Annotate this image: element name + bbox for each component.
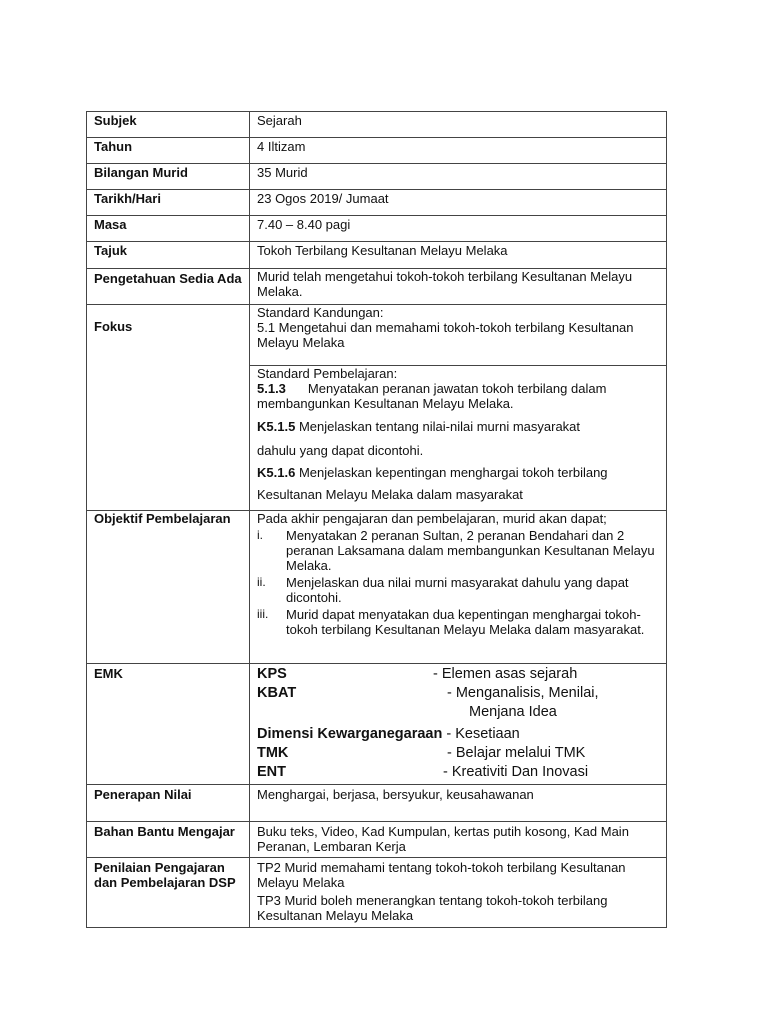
label-murid: Bilangan Murid bbox=[87, 164, 250, 190]
sp2-cont: dahulu yang dapat dicontohi. bbox=[257, 443, 424, 458]
emk-kbat-val2: Menjana Idea bbox=[469, 704, 557, 720]
label-emk: EMK bbox=[87, 664, 250, 785]
emk-tmk-val: - Belajar melalui TMK bbox=[447, 745, 586, 761]
objektif-text: Menjelaskan dua nilai murni masyarakat dahulu yang dapat dicontohi. bbox=[286, 575, 629, 605]
emk-kbat-val: - Menganalisis, Menilai, bbox=[447, 685, 599, 701]
sk-heading: Standard Kandungan: bbox=[257, 305, 384, 320]
label-tahun: Tahun bbox=[87, 138, 250, 164]
sp2 bbox=[257, 418, 659, 436]
objektif-intro: Pada akhir pengajaran dan pembelajaran, murid akan dapat; bbox=[257, 511, 607, 526]
value-tajuk: Tokoh Terbilang Kesultanan Melayu Melaka bbox=[250, 242, 667, 269]
label-masa: Masa bbox=[87, 216, 250, 242]
label-fokus: Fokus bbox=[87, 305, 250, 511]
objektif-item bbox=[257, 575, 659, 605]
sp3-text: Menjelaskan kepentingan menghargai tokoh terbilang bbox=[298, 465, 608, 480]
sp1-text: Menyatakan peranan jawatan tokoh terbilang dalam membangunkan Kesultanan Melayu Melaka. bbox=[257, 381, 607, 411]
emk-kbat bbox=[257, 684, 659, 703]
label-objektif: Objektif Pembelajaran bbox=[87, 511, 250, 664]
objektif-text: Menyatakan 2 peranan Sultan, 2 peranan Bendahari dan 2 peranan Laksamana dalam membangunkan Kesultanan Melayu Melaka. bbox=[286, 528, 655, 573]
emk-kbat-key: KBAT bbox=[257, 685, 297, 701]
value-emk bbox=[250, 664, 667, 785]
row-tarikh bbox=[87, 190, 667, 216]
sp3-code: K5.1.6 bbox=[257, 465, 296, 480]
row-nilai bbox=[87, 785, 667, 822]
emk-dim-val: - Kesetiaan bbox=[442, 726, 520, 742]
row-murid bbox=[87, 164, 667, 190]
value-penilaian bbox=[250, 858, 667, 928]
objektif-item bbox=[257, 528, 659, 573]
sp3 bbox=[257, 464, 659, 482]
sp1-code: 5.1.3 bbox=[257, 381, 286, 396]
sp2-code: K5.1.5 bbox=[257, 419, 296, 434]
row-subjek bbox=[87, 112, 667, 138]
sp2-text: Menjelaskan tentang nilai-nilai murni masyarakat bbox=[298, 419, 581, 434]
row-emk bbox=[87, 664, 667, 785]
objektif-num: iii. bbox=[257, 607, 269, 621]
emk-ent bbox=[257, 763, 659, 782]
objektif-item bbox=[257, 607, 659, 637]
value-bahan: Buku teks, Video, Kad Kumpulan, kertas putih kosong, Kad Main Peranan, Lembaran Kerja bbox=[250, 822, 667, 858]
objektif-list bbox=[257, 528, 659, 637]
label-bahan: Bahan Bantu Mengajar bbox=[87, 822, 250, 858]
value-subjek: Sejarah bbox=[250, 112, 667, 138]
objektif-num: i. bbox=[257, 528, 263, 542]
label-subjek: Subjek bbox=[87, 112, 250, 138]
standard-pembelajaran bbox=[250, 366, 667, 511]
objektif-num: ii. bbox=[257, 575, 266, 589]
value-objektif bbox=[250, 511, 667, 664]
emk-kps bbox=[257, 665, 659, 684]
row-fokus-sk bbox=[87, 305, 667, 366]
objektif-text: Murid dapat menyatakan dua kepentingan menghargai tokoh-tokoh terbilang Kesultanan Melayu Melaka dalam masyarakat. bbox=[286, 607, 645, 637]
emk-kps-val: - Elemen asas sejarah bbox=[433, 666, 578, 682]
emk-ent-key: ENT bbox=[257, 764, 286, 780]
row-objektif bbox=[87, 511, 667, 664]
emk-tmk-key: TMK bbox=[257, 745, 289, 761]
value-masa: 7.40 – 8.40 pagi bbox=[250, 216, 667, 242]
label-nilai: Penerapan Nilai bbox=[87, 785, 250, 822]
label-pengetahuan: Pengetahuan Sedia Ada bbox=[87, 269, 250, 305]
value-tarikh: 23 Ogos 2019/ Jumaat bbox=[250, 190, 667, 216]
emk-dimensi bbox=[257, 725, 659, 744]
row-penilaian bbox=[87, 858, 667, 928]
row-tahun bbox=[87, 138, 667, 164]
row-bahan bbox=[87, 822, 667, 858]
emk-kps-key: KPS bbox=[257, 666, 287, 682]
penilaian-tp3: TP3 Murid boleh menerangkan tentang tokoh-tokoh terbilang Kesultanan Melayu Melaka bbox=[257, 893, 608, 923]
row-tajuk bbox=[87, 242, 667, 269]
penilaian-tp2: TP2 Murid memahami tentang tokoh-tokoh terbilang Kesultanan Melayu Melaka bbox=[257, 860, 626, 890]
emk-ent-val: - Kreativiti Dan Inovasi bbox=[443, 764, 589, 780]
sk-text: 5.1 Mengetahui dan memahami tokoh-tokoh terbilang Kesultanan Melayu Melaka bbox=[257, 320, 634, 350]
label-tarikh: Tarikh/Hari bbox=[87, 190, 250, 216]
value-murid: 35 Murid bbox=[250, 164, 667, 190]
label-penilaian: Penilaian Pengajaran dan Pembelajaran DSP bbox=[87, 858, 250, 928]
standard-kandungan bbox=[250, 305, 667, 366]
emk-dim-key: Dimensi Kewarganegaraan bbox=[257, 726, 443, 742]
lesson-plan-table bbox=[86, 111, 667, 928]
sp-heading: Standard Pembelajaran: bbox=[257, 366, 398, 381]
row-masa bbox=[87, 216, 667, 242]
label-tajuk: Tajuk bbox=[87, 242, 250, 269]
value-pengetahuan: Murid telah mengetahui tokoh-tokoh terbilang Kesultanan Melayu Melaka. bbox=[250, 269, 667, 305]
sp3-cont: Kesultanan Melayu Melaka dalam masyarakat bbox=[257, 487, 523, 502]
value-tahun: 4 Iltizam bbox=[250, 138, 667, 164]
row-pengetahuan bbox=[87, 269, 667, 305]
sp1 bbox=[257, 381, 659, 411]
emk-tmk bbox=[257, 744, 659, 763]
value-nilai: Menghargai, berjasa, bersyukur, keusahawanan bbox=[250, 785, 667, 822]
